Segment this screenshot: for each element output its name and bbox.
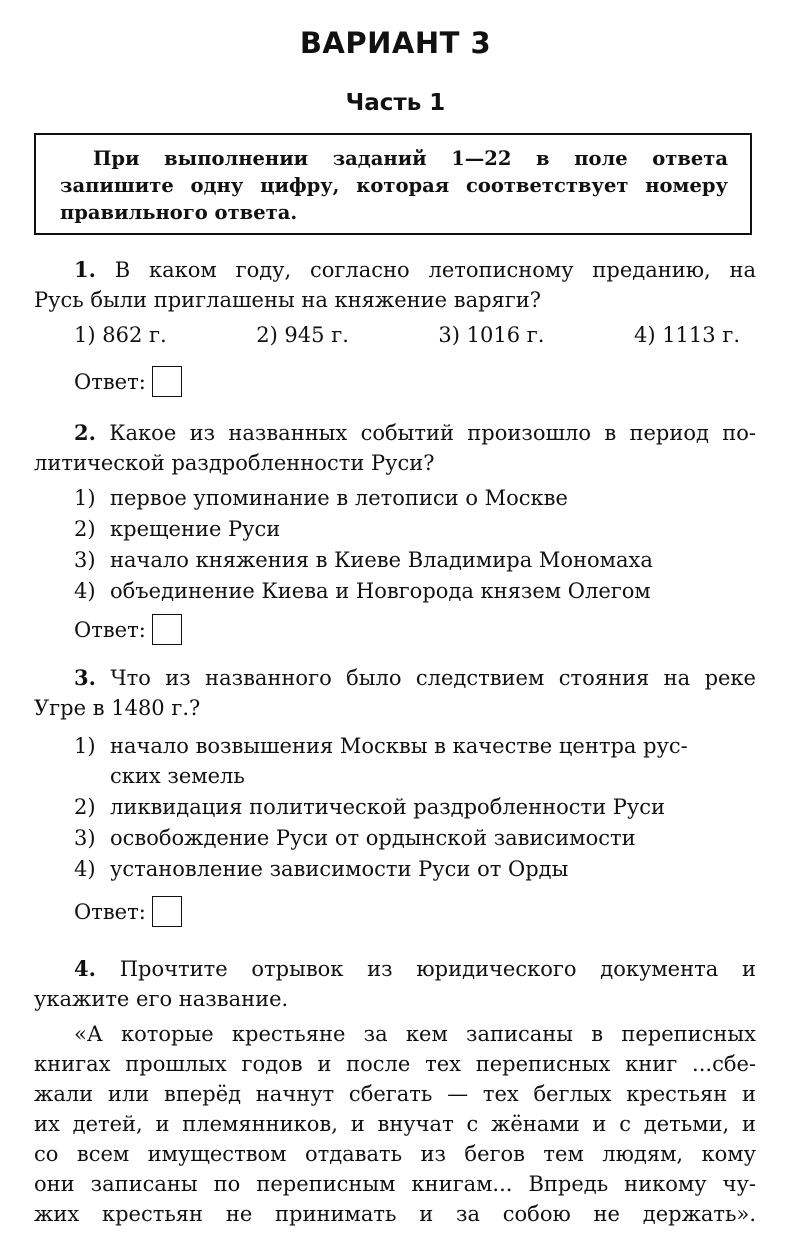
quote-line: их детей, и племянников, и внучат с жёнами и с детьми, и (34, 1112, 756, 1136)
question-number: 1. (74, 257, 96, 282)
question-3-option-3[interactable]: 3) освобождение Руси от ордынской зависимости (74, 826, 636, 850)
question-4-line-2: укажите его название. (34, 987, 289, 1011)
answer-field-2 (74, 614, 182, 645)
option[interactable]: 3) 1016 г. (438, 323, 545, 347)
question-2-option-4[interactable]: 4) объединение Киева и Новгорода князем Олегом (74, 579, 651, 603)
answer-box[interactable] (152, 614, 182, 645)
quote-line: «А которые крестьяне за кем записаны в переписных (74, 1022, 756, 1046)
question-number: 2. (74, 420, 96, 445)
answer-field-3 (74, 896, 182, 927)
instruction-text: При выполнении заданий 1—22 в поле ответа запишите одну цифру, которая соответствует номеру правильного ответа. (60, 147, 728, 224)
question-1-options (74, 320, 740, 350)
question-2-option-1[interactable]: 1) первое упоминание в летописи о Москве (74, 486, 568, 510)
question-2-option-3[interactable]: 3) начало княжения в Киеве Владимира Мономаха (74, 548, 653, 572)
answer-label: Ответ: (74, 369, 146, 394)
quote-line: они записаны по переписным книгам... Впредь никому чу- (34, 1172, 756, 1196)
option[interactable]: 2) 945 г. (256, 323, 349, 347)
part-title: Часть 1 (345, 90, 446, 116)
instruction-box (34, 133, 752, 235)
question-2-option-2[interactable]: 2) крещение Руси (74, 517, 281, 541)
quote-line: книгах прошлых годов и после тех переписных книг ...сбе- (34, 1052, 756, 1076)
quote-line: жали или вперёд начнут сбегать — тех беглых крестьян и (34, 1082, 756, 1106)
question-2-line-1: 2. Какое из названных событий произошло в период по- (74, 420, 756, 445)
answer-field-1 (74, 366, 182, 397)
question-4-line-1: 4. Прочтите отрывок из юридического документа и (74, 956, 756, 981)
option[interactable]: 4) 1113 г. (633, 323, 740, 347)
quote-line: со всем имуществом отдавать из бегов тем людям, кому (34, 1142, 756, 1166)
question-number: 3. (74, 665, 96, 690)
question-3-option-1-continuation: ских земель (110, 764, 245, 788)
question-number: 4. (74, 956, 96, 981)
variant-title: ВАРИАНТ 3 (299, 26, 492, 60)
answer-label: Ответ: (74, 617, 146, 642)
question-3-line-2: Угре в 1480 г.? (34, 696, 201, 720)
answer-box[interactable] (152, 366, 182, 397)
quote-line: жих крестьян не принимать и за собою не держать». (34, 1202, 756, 1226)
answer-label: Ответ: (74, 899, 146, 924)
question-3-option-2[interactable]: 2) ликвидация политической раздробленности Руси (74, 795, 666, 819)
question-2-line-2: литической раздробленности Руси? (34, 451, 435, 475)
question-1-line-2: Русь были приглашены на княжение варяги? (34, 288, 542, 312)
question-1-line-1: 1. В каком году, согласно летописному преданию, на (74, 257, 757, 282)
question-3-line-1: 3. Что из названного было следствием стояния на реке (74, 665, 756, 690)
question-3-option-1[interactable]: 1) начало возвышения Москвы в качестве центра рус- (74, 734, 688, 758)
question-3-option-4[interactable]: 4) установление зависимости Руси от Орды (74, 857, 569, 881)
answer-box[interactable] (152, 896, 182, 927)
option[interactable]: 1) 862 г. (74, 323, 167, 347)
